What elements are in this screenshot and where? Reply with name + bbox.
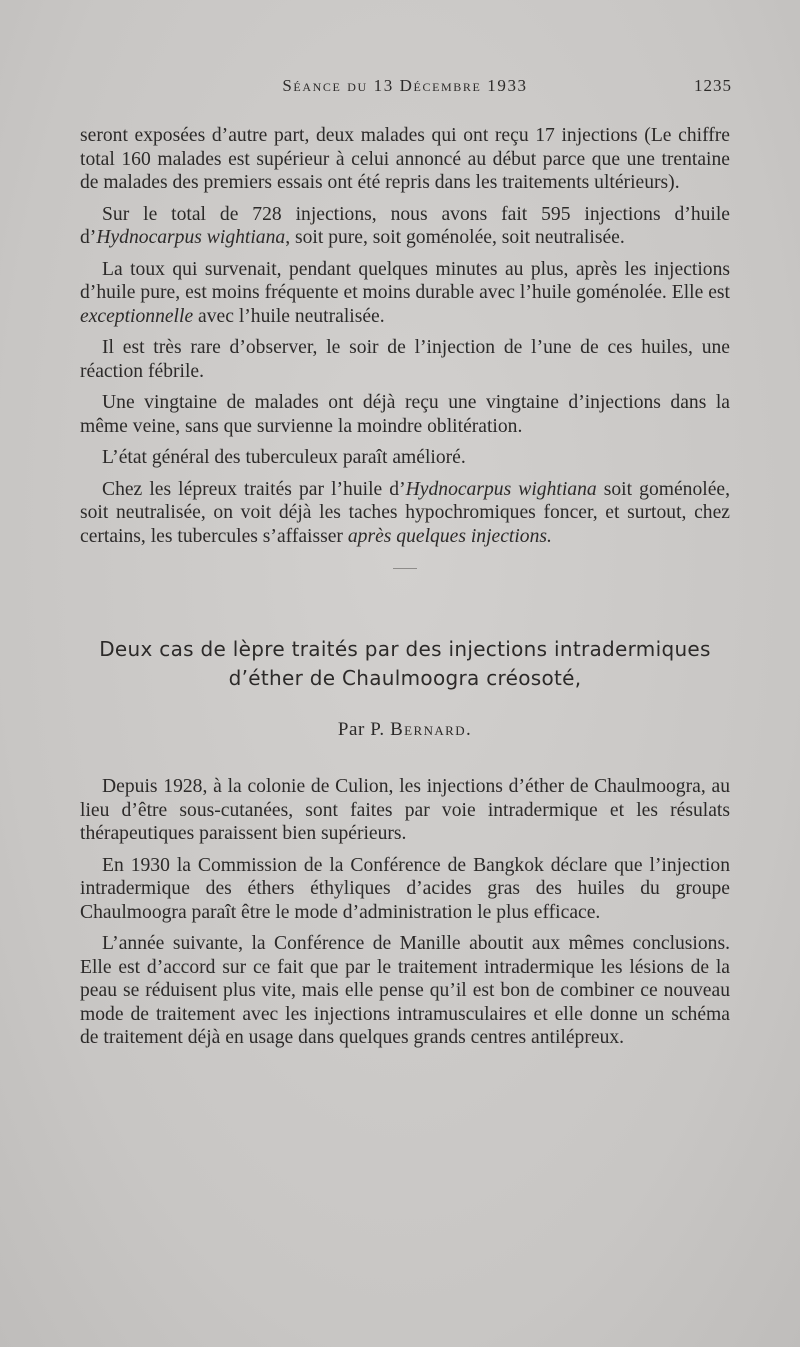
paragraph-text: Il est très rare d’observer, le soir de l’injection de l’une de ces huiles, une réaction fébrile. <box>80 337 730 382</box>
paragraph-text: avec l’huile neutralisée. <box>193 305 385 327</box>
paragraph-text: seront exposées d’autre part, deux malades qui ont reçu 17 injections (Le chiffre total 160 malades est supérieur à celui annoncé au début parce que une trentaine de malades des premiers essais ont été repris dans les traitements ultérieurs). <box>80 125 730 193</box>
paragraph <box>80 258 730 329</box>
paragraph-text: Chez les lépreux traités par l’huile d’ <box>102 478 406 500</box>
running-title: Séance du 13 Décembre 1933 <box>282 76 528 95</box>
section-divider <box>393 568 417 569</box>
article-title <box>72 635 738 693</box>
article-section <box>80 635 730 1050</box>
emphasis: après quelques injections. <box>347 525 552 547</box>
paragraph <box>80 124 730 195</box>
paragraph <box>80 336 730 383</box>
paragraph-text: L’état général des tuberculeux paraît amélioré. <box>102 447 466 468</box>
paragraph <box>80 203 730 250</box>
paragraph-text: Sur le total de 728 injections, nous avons fait 595 injections d’huile d’ <box>80 203 730 248</box>
paragraph-text: Une vingtaine de malades ont déjà reçu une vingtaine d’injections dans la même veine, sans que survienne la moindre oblitération. <box>80 392 730 437</box>
article-title-line: d’éther de Chaulmoogra créosoté, <box>228 666 582 690</box>
article-title-line: Deux cas de lèpre traités par des injections intradermiques <box>99 637 711 661</box>
paragraph <box>80 775 730 846</box>
species-name: Hydnocarpus wightiana <box>405 478 597 500</box>
paragraph <box>80 391 730 438</box>
paragraph-text: Depuis 1928, à la colonie de Culion, les injections d’éther de Chaulmoogra, au lieu d’être sous-cutanées, sont faites par voie intradermique et les résulats thérapeutiques paraissent bien supérieurs. <box>80 776 730 844</box>
paragraph-text: La toux qui survenait, pendant quelques minutes au plus, après les injections d’huile pure, est moins fréquente et moins durable avec l’huile goménolée. Elle est <box>80 258 730 303</box>
author-name: Bernard. <box>390 719 473 740</box>
continued-section <box>80 124 730 548</box>
byline-prefix: Par P. <box>337 719 385 740</box>
byline <box>80 719 730 741</box>
paragraph <box>80 446 730 470</box>
paragraph <box>80 854 730 925</box>
paragraph-text: L’année suivante, la Conférence de Manille aboutit aux mêmes conclusions. Elle est d’accord sur ce fait que par le traitement intradermique les lésions de la peau se réduisent plus vite, mais elle pense qu’il est bon de combiner ce nouveau mode de traitement avec les injections intramusculaires et elle donne un schéma de traitement déjà en usage dans quelques grands centres antilépreux. <box>80 933 730 1048</box>
page-number: 1235 <box>694 76 732 95</box>
paragraph-text: soit goménolée, soit neutralisée, on voit déjà les taches hypochromiques foncer, et surtout, chez certains, les tubercules s’affaisser <box>80 478 731 547</box>
paragraph <box>80 932 730 1050</box>
paragraph-text: En 1930 la Commission de la Conférence de Bangkok déclare que l’injection intradermique des éthers éthyliques d’acides gras des huiles du groupe Chaulmoogra paraît être le mode d’administration le plus efficace. <box>80 854 730 923</box>
emphasis: exceptionnelle <box>80 305 194 327</box>
paragraph <box>80 478 730 549</box>
running-head <box>80 76 730 106</box>
paragraph-text: , soit pure, soit goménolée, soit neutralisée. <box>285 227 625 248</box>
species-name: Hydnocarpus wightiana <box>96 227 286 248</box>
